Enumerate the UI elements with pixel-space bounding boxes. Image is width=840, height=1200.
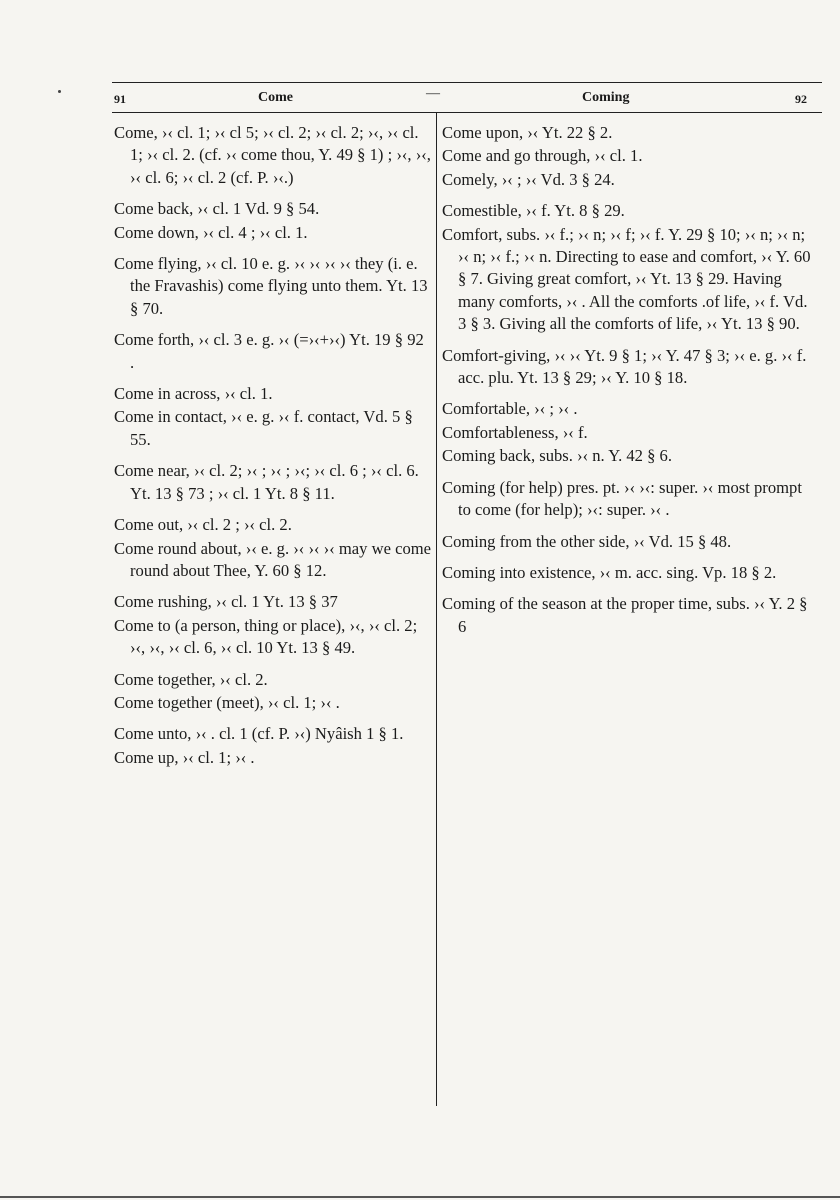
dictionary-entry: Comely, ›‹ ; ›‹ Vd. 3 § 24. [442, 169, 615, 189]
header-dash: — [426, 86, 440, 101]
dictionary-entry: Come rushing, ›‹ cl. 1 Yt. 13 § 37 [114, 592, 338, 612]
dictionary-entry: Come in across, ›‹ cl. 1. [114, 384, 273, 404]
dictionary-entry: Come out, ›‹ cl. 2 ; ›‹ cl. 2. [114, 515, 292, 535]
dictionary-entry: Comfortable, ›‹ ; ›‹ . [442, 399, 578, 419]
dictionary-entry: Coming (for help) pres. pt. ›‹ ›‹: super. ›‹ most prompt to come (for help); ›‹: super. ›‹ . [442, 477, 802, 520]
scan-speck [58, 90, 61, 93]
dictionary-entry: Coming back, subs. ›‹ n. Y. 42 § 6. [442, 446, 673, 466]
dictionary-entry: Come together, ›‹ cl. 2. [114, 669, 268, 689]
dictionary-entry: Come round about, ›‹ e. g. ›‹ ›‹ ›‹ may we come round about Thee, Y. 60 § 12. [114, 538, 432, 580]
dictionary-entry: Come to (a person, thing or place), ›‹, ›‹ cl. 2; ›‹, ›‹, ›‹ cl. 6, ›‹ cl. 10 Yt. 13 § 49. [114, 615, 418, 658]
dictionary-entry: Come upon, ›‹ Yt. 22 § 2. [442, 123, 613, 142]
dictionary-entry: Come unto, ›‹ . cl. 1 (cf. P. ›‹) Nyâish 1 § 1. [114, 724, 404, 744]
dictionary-entry: Comfort, subs. ›‹ f.; ›‹ n; ›‹ f; ›‹ f. Y. 29 § 10; ›‹ n; ›‹ n; ›‹ n; ›‹ f.; ›‹ n. Directing to ease and comfort, ›‹ Y. 60 § 7. Giving great comfort, ›‹ Yt. 13 § 29. Having many comforts, ›‹ . All the comforts .of life, ›‹ f. Vd. 3 § 3. Giving all the comforts of life, ›‹ Yt. 13 § 90. [442, 224, 811, 334]
left-page-number: 91 [114, 92, 126, 106]
dictionary-entry: Comestible, ›‹ f. Yt. 8 § 29. [442, 201, 625, 221]
dictionary-entry: Comfortableness, ›‹ f. [442, 422, 588, 442]
right-guide-word: Coming [582, 90, 630, 105]
dictionary-entry: Come flying, ›‹ cl. 10 e. g. ›‹ ›‹ ›‹ ›‹ they (i. e. the Fravashis) come flying unto them. Yt. 13 § 70. [114, 254, 428, 318]
dictionary-entry: Coming of the season at the proper time, subs. ›‹ Y. 2 § 6 [442, 594, 808, 636]
left-guide-word: Come [258, 90, 293, 105]
dictionary-entry: Come and go through, ›‹ cl. 1. [442, 146, 643, 166]
dictionary-entry: Come, ›‹ cl. 1; ›‹ cl 5; ›‹ cl. 2; ›‹ cl. 2; ›‹, ›‹ cl. 1; ›‹ cl. 2. (cf. ›‹ come thou, Y. 49 § 1) ; ›‹, ›‹, ›‹ cl. 6; ›‹ cl. 2 (cf. P. ›‹.) [114, 123, 431, 187]
dictionary-entry: Come together (meet), ›‹ cl. 1; ›‹ . [114, 692, 340, 712]
header-rule [112, 112, 822, 113]
right-column [442, 122, 816, 647]
dictionary-entry: Come forth, ›‹ cl. 3 e. g. ›‹ (=›‹+›‹) Yt. 19 § 92 . [114, 330, 424, 372]
dictionary-entry: Coming into existence, ›‹ m. acc. sing. Vp. 18 § 2. [442, 562, 777, 582]
dictionary-entry: Come up, ›‹ cl. 1; ›‹ . [114, 747, 255, 767]
top-rule [112, 82, 822, 83]
right-page-number: 92 [795, 92, 807, 106]
dictionary-entry: Come near, ›‹ cl. 2; ›‹ ; ›‹ ; ›‹; ›‹ cl. 6 ; ›‹ cl. 6. Yt. 13 § 73 ; ›‹ cl. 1 Yt. 8 § 11. [114, 461, 419, 503]
dictionary-entry: Come down, ›‹ cl. 4 ; ›‹ cl. 1. [114, 222, 308, 242]
left-column [114, 122, 432, 778]
dictionary-entry: Coming from the other side, ›‹ Vd. 15 § 48. [442, 531, 732, 551]
column-divider [436, 112, 437, 1106]
dictionary-entry: Comfort-giving, ›‹ ›‹ Yt. 9 § 1; ›‹ Y. 47 § 3; ›‹ e. g. ›‹ f. acc. plu. Yt. 13 § 29; ›‹ Y. 10 § 18. [442, 345, 807, 388]
dictionary-entry: Come in contact, ›‹ e. g. ›‹ f. contact, Vd. 5 § 55. [114, 407, 413, 449]
dictionary-entry: Come back, ›‹ cl. 1 Vd. 9 § 54. [114, 199, 320, 219]
bottom-edge [0, 1196, 840, 1198]
